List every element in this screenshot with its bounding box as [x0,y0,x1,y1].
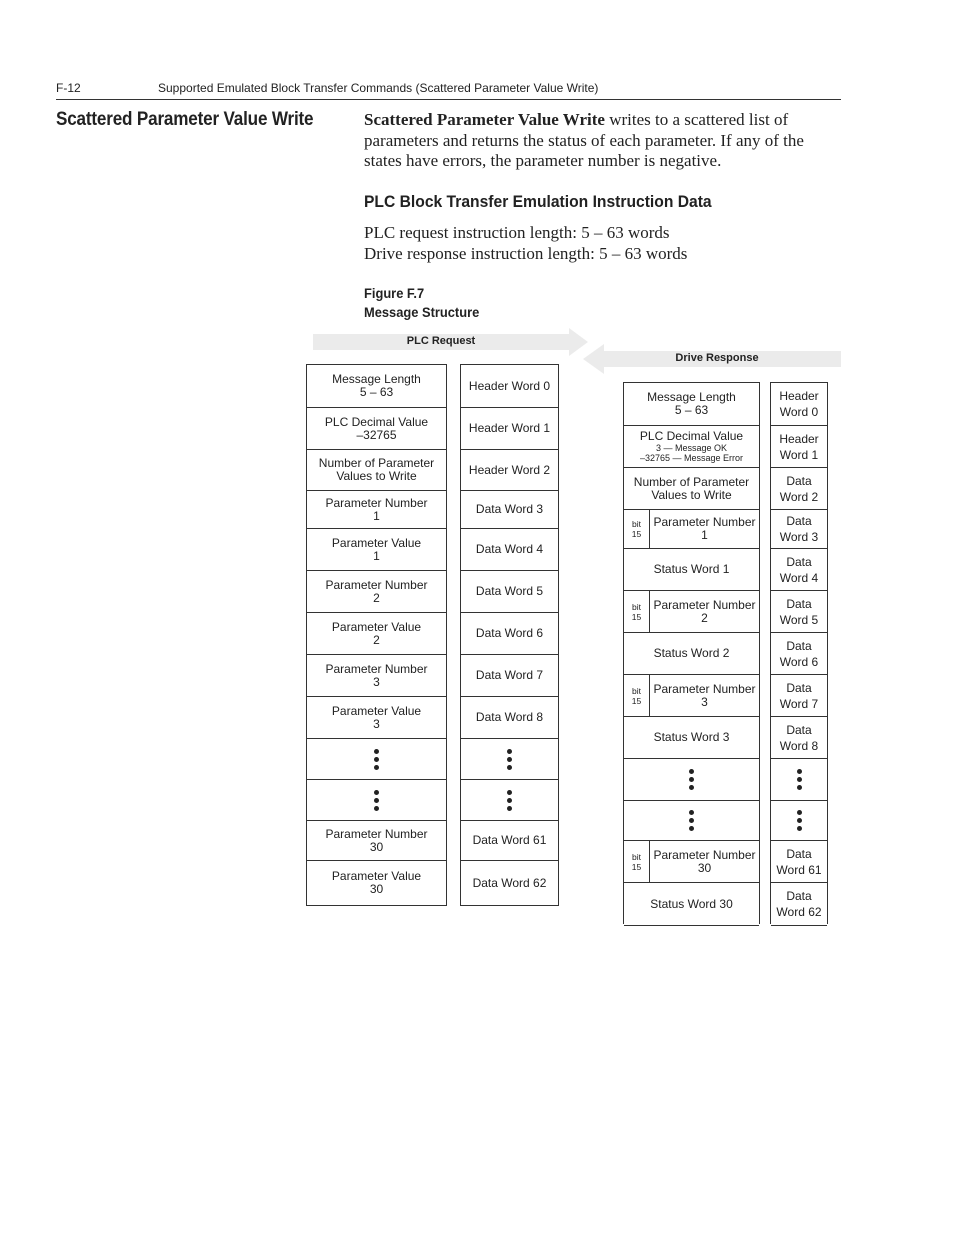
parameter-number-label [650,683,759,709]
response-field-cell [624,841,759,883]
ellipsis-dots [507,749,512,770]
figure-label [364,284,479,322]
dot [507,749,512,754]
request-word-cell [461,491,558,529]
bit-15-marker [624,591,650,632]
ellipsis-dots [507,790,512,811]
request-field-cell [307,613,446,655]
field-label: Parameter Number [653,515,756,529]
dot [507,765,512,770]
dot [374,765,379,770]
bit-label: bit [632,851,641,862]
response-word-cell [771,383,827,426]
response-field-cell [624,675,759,717]
status-error-note: –32765 — Message Error [639,453,744,463]
field-value: 1 [373,548,380,563]
bit-15-marker [624,510,650,548]
header-rule [56,99,841,100]
word-number: Word 61 [776,862,822,877]
word-label: Header Word 2 [468,462,551,477]
field-label: Number of Parameter [318,456,435,470]
figure-caption: Message Structure [364,304,480,320]
response-field-cell [624,510,759,549]
dot [689,777,694,782]
dot [374,757,379,762]
field-label: Status Word 3 [653,730,730,744]
field-label: Parameter Value [331,535,422,550]
plc-request-label: PLC Request [406,335,476,347]
ellipsis-cell [771,759,827,801]
field-label: Status Word 30 [650,896,733,911]
word-number: Word 7 [779,696,819,711]
word-label: Data Word 4 [475,542,544,556]
field-value: 2 [701,610,708,625]
plc-request-words-column [460,364,559,906]
dot [689,826,694,831]
field-label: Status Word 1 [653,562,730,576]
request-field-cell [307,491,446,529]
response-word-cell [771,675,827,717]
request-word-cell [461,655,558,697]
request-field-cell [307,697,446,739]
bit-number: 15 [631,695,642,706]
field-value: Values to Write [651,487,732,502]
parameter-number-label [650,599,759,625]
request-field-cell [307,821,446,861]
response-word-cell [771,633,827,675]
word-number: Word 0 [779,405,819,419]
field-value: 2 [373,590,380,605]
ellipsis-dots [374,790,379,811]
request-word-cell [461,861,558,906]
word-type: Header [779,389,819,403]
ellipsis-dots [689,810,694,831]
field-label: Parameter Number [653,597,756,612]
field-value: 30 [369,882,384,896]
bit-label: bit [632,519,641,529]
word-type: Data [786,473,812,488]
drive-response-fields-column [623,382,760,924]
word-label: Data Word 5 [475,584,544,598]
field-value: 3 [701,694,708,709]
response-field-cell [624,591,759,633]
dot [689,810,694,815]
field-label: Parameter Value [331,703,422,718]
ellipsis-cell [624,759,759,801]
ellipsis-cell [624,801,759,841]
field-label: Parameter Number [325,495,428,510]
response-field-cell [624,549,759,591]
bit-15-marker [624,841,650,882]
word-label: Data Word 7 [475,668,544,682]
field-value: 1 [701,528,708,542]
bit-number: 15 [631,529,642,539]
dot [689,818,694,823]
word-label: Header Word 0 [468,378,551,393]
figure-number: Figure F.7 [364,285,425,301]
intro-paragraph [364,110,834,172]
bit-number: 15 [631,861,642,872]
dot [507,806,512,811]
request-field-cell [307,655,446,697]
dot [689,785,694,790]
page-number: F-12 [56,81,81,95]
field-label: Status Word 2 [653,646,730,660]
ellipsis-cell [307,780,446,821]
request-word-cell [461,408,558,450]
drive-response-label: Drive Response [675,352,759,364]
running-title: Supported Emulated Block Transfer Commands (Scattered Parameter Value Write) [158,81,599,95]
instruction-lengths [364,223,687,264]
word-label: Data Word 6 [475,626,544,640]
drive-response-words-column [770,382,828,924]
field-value: 3 [373,674,380,689]
ellipsis-cell [461,739,558,780]
response-word-cell [771,841,827,883]
response-word-cell [771,717,827,759]
field-label: Parameter Number [325,661,428,676]
dot [797,818,802,823]
word-type: Data [786,596,812,611]
response-field-cell [624,426,759,468]
plc-request-fields-column [306,364,447,906]
word-type: Data [786,889,812,903]
word-number: Word 6 [779,654,819,669]
word-label: Header Word 1 [468,421,551,435]
field-label: PLC Decimal Value [324,414,429,429]
word-label: Data Word 62 [472,875,547,890]
field-label: Parameter Number [325,577,428,592]
ellipsis-dots [797,769,802,790]
ellipsis-dots [374,749,379,770]
field-label: PLC Decimal Value [639,429,744,443]
intro-rest: writes to a scattered list of parameters and returns the status of each parameter. If any of the states have errors, the parameter number is negative. [364,110,804,170]
word-number: Word 1 [779,447,819,462]
field-label: Message Length [332,372,421,386]
field-label: Parameter Number [325,826,428,841]
ellipsis-dots [689,769,694,790]
field-value: Values to Write [336,469,417,483]
response-field-cell [624,717,759,759]
dot [797,826,802,831]
section-title: Scattered Parameter Value Write [56,109,314,130]
request-field-cell [307,529,446,571]
field-value: 2 [373,632,380,647]
bit-label: bit [632,685,641,696]
dot [797,777,802,782]
word-number: Word 4 [779,570,819,585]
parameter-number-label [650,849,759,875]
word-type: Data [786,514,812,528]
word-number: Word 2 [779,489,819,504]
word-label: Data Word 61 [472,833,547,847]
word-type: Data [786,554,812,569]
response-word-cell [771,591,827,633]
ellipsis-cell [771,801,827,841]
field-label: Parameter Value [331,619,422,634]
response-length: Drive response instruction length: 5 – 63 words [364,243,688,263]
response-field-cell [624,883,759,926]
dot [507,798,512,803]
field-value: 30 [697,860,712,875]
word-type: Data [786,846,812,861]
dot [507,757,512,762]
request-word-cell [461,613,558,655]
field-label: Parameter Value [331,869,422,883]
ellipsis-cell [461,780,558,821]
bit-15-marker [624,675,650,716]
response-word-cell [771,883,827,926]
field-label: Number of Parameter [633,474,750,489]
parameter-number-label [650,516,759,542]
request-length: PLC request instruction length: 5 – 63 words [364,223,670,242]
response-word-cell [771,510,827,549]
response-word-cell [771,549,827,591]
field-value: 3 [373,716,380,731]
status-ok-note: 3 — Message OK [655,443,728,453]
field-label: Parameter Number [653,847,756,862]
word-number: Word 5 [779,612,819,627]
dot [374,790,379,795]
request-word-cell [461,365,558,408]
dot [689,769,694,774]
word-number: Word 3 [779,530,819,544]
word-type: Data [786,638,812,653]
request-word-cell [461,450,558,491]
intro-bold: Scattered Parameter Value Write [364,110,605,129]
response-field-cell [624,383,759,426]
request-word-cell [461,571,558,613]
request-field-cell [307,408,446,450]
field-value: 1 [373,508,380,523]
response-word-cell [771,468,827,510]
response-field-cell [624,633,759,675]
ellipsis-dots [797,810,802,831]
dot [374,798,379,803]
word-label: Data Word 8 [475,710,544,724]
response-field-cell [624,468,759,510]
request-field-cell [307,365,446,408]
request-word-cell [461,821,558,861]
request-field-cell [307,450,446,491]
dot [374,749,379,754]
request-field-cell [307,571,446,613]
field-value: 30 [369,839,384,854]
word-type: Header [779,431,819,446]
dot [797,769,802,774]
field-label: Parameter Number [653,681,756,696]
word-type: Data [786,680,812,695]
word-type: Data [786,722,812,737]
word-number: Word 62 [776,905,822,919]
field-label: Message Length [647,390,736,404]
ellipsis-cell [307,739,446,780]
bit-label: bit [632,601,641,612]
dot [374,806,379,811]
response-word-cell [771,426,827,468]
word-label: Data Word 3 [475,502,544,516]
dot [797,785,802,790]
word-number: Word 8 [779,738,819,753]
field-value: 5 – 63 [674,403,709,417]
request-word-cell [461,697,558,739]
subsection-title: PLC Block Transfer Emulation Instruction Data [364,192,712,211]
field-value: –32765 [356,427,397,442]
field-value: 5 – 63 [359,385,394,399]
bit-number: 15 [631,611,642,622]
dot [507,790,512,795]
request-field-cell [307,861,446,906]
dot [797,810,802,815]
request-word-cell [461,529,558,571]
